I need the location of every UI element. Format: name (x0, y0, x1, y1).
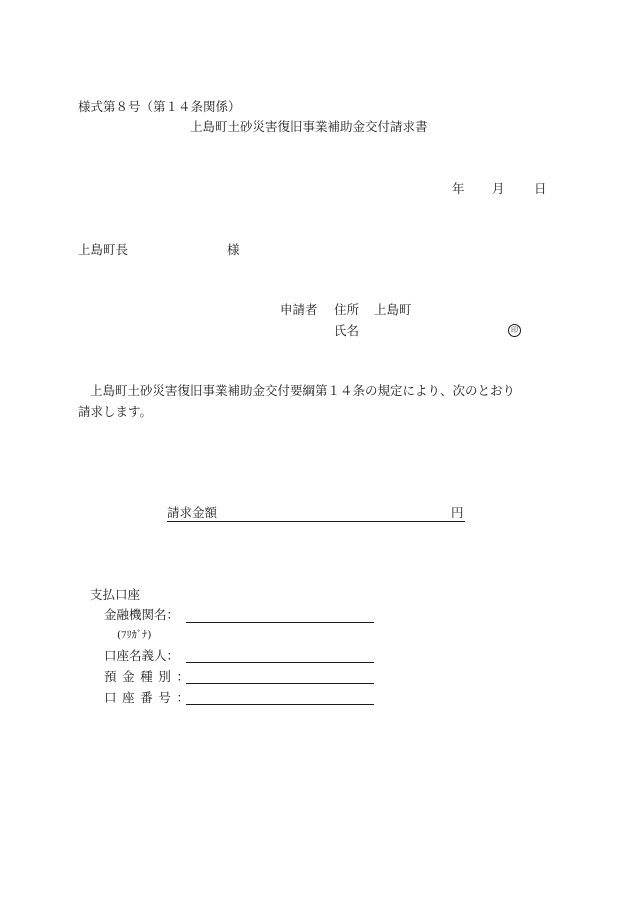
date-month-label: 月 (492, 181, 505, 196)
date-day-label: 日 (534, 181, 547, 196)
applicant-role-label: 申請者 (280, 302, 318, 317)
applicant-name-label: 氏名 (334, 323, 360, 338)
applicant-address-value: 上島町 (374, 302, 412, 317)
addressee-honorific: 様 (227, 242, 240, 257)
account-holder-label: 口座名義人： (104, 648, 180, 663)
deposit-type-field (186, 683, 374, 684)
addressee-name: 上島町長 (78, 242, 129, 257)
bank-name-field (186, 622, 374, 623)
seal-mark-icon: 印 (508, 324, 521, 337)
account-holder-field (186, 662, 374, 663)
body-text-line2: 請求します。 (78, 404, 153, 419)
amount-label: 請求金額 (167, 505, 218, 520)
account-number-label: 口座番号： (104, 690, 195, 705)
bank-name-label: 金融機関名： (104, 607, 180, 622)
body-text-line1: 上島町土砂災害復旧事業補助金交付要綱第１４条の規定により、次のとおり (90, 383, 516, 398)
account-number-field (186, 704, 374, 705)
furigana-label: (ﾌﾘｶﾞﾅ) (117, 629, 152, 641)
applicant-address-label: 住所 (334, 302, 360, 317)
form-number: 様式第８号（第１４条関係） (78, 99, 241, 114)
date-year-label: 年 (452, 181, 465, 196)
amount-underline (167, 521, 465, 522)
account-section-label: 支払口座 (90, 587, 141, 602)
amount-unit: 円 (451, 505, 464, 520)
deposit-type-label: 預金種別： (104, 669, 195, 684)
document-title: 上島町土砂災害復旧事業補助金交付請求書 (190, 119, 428, 134)
